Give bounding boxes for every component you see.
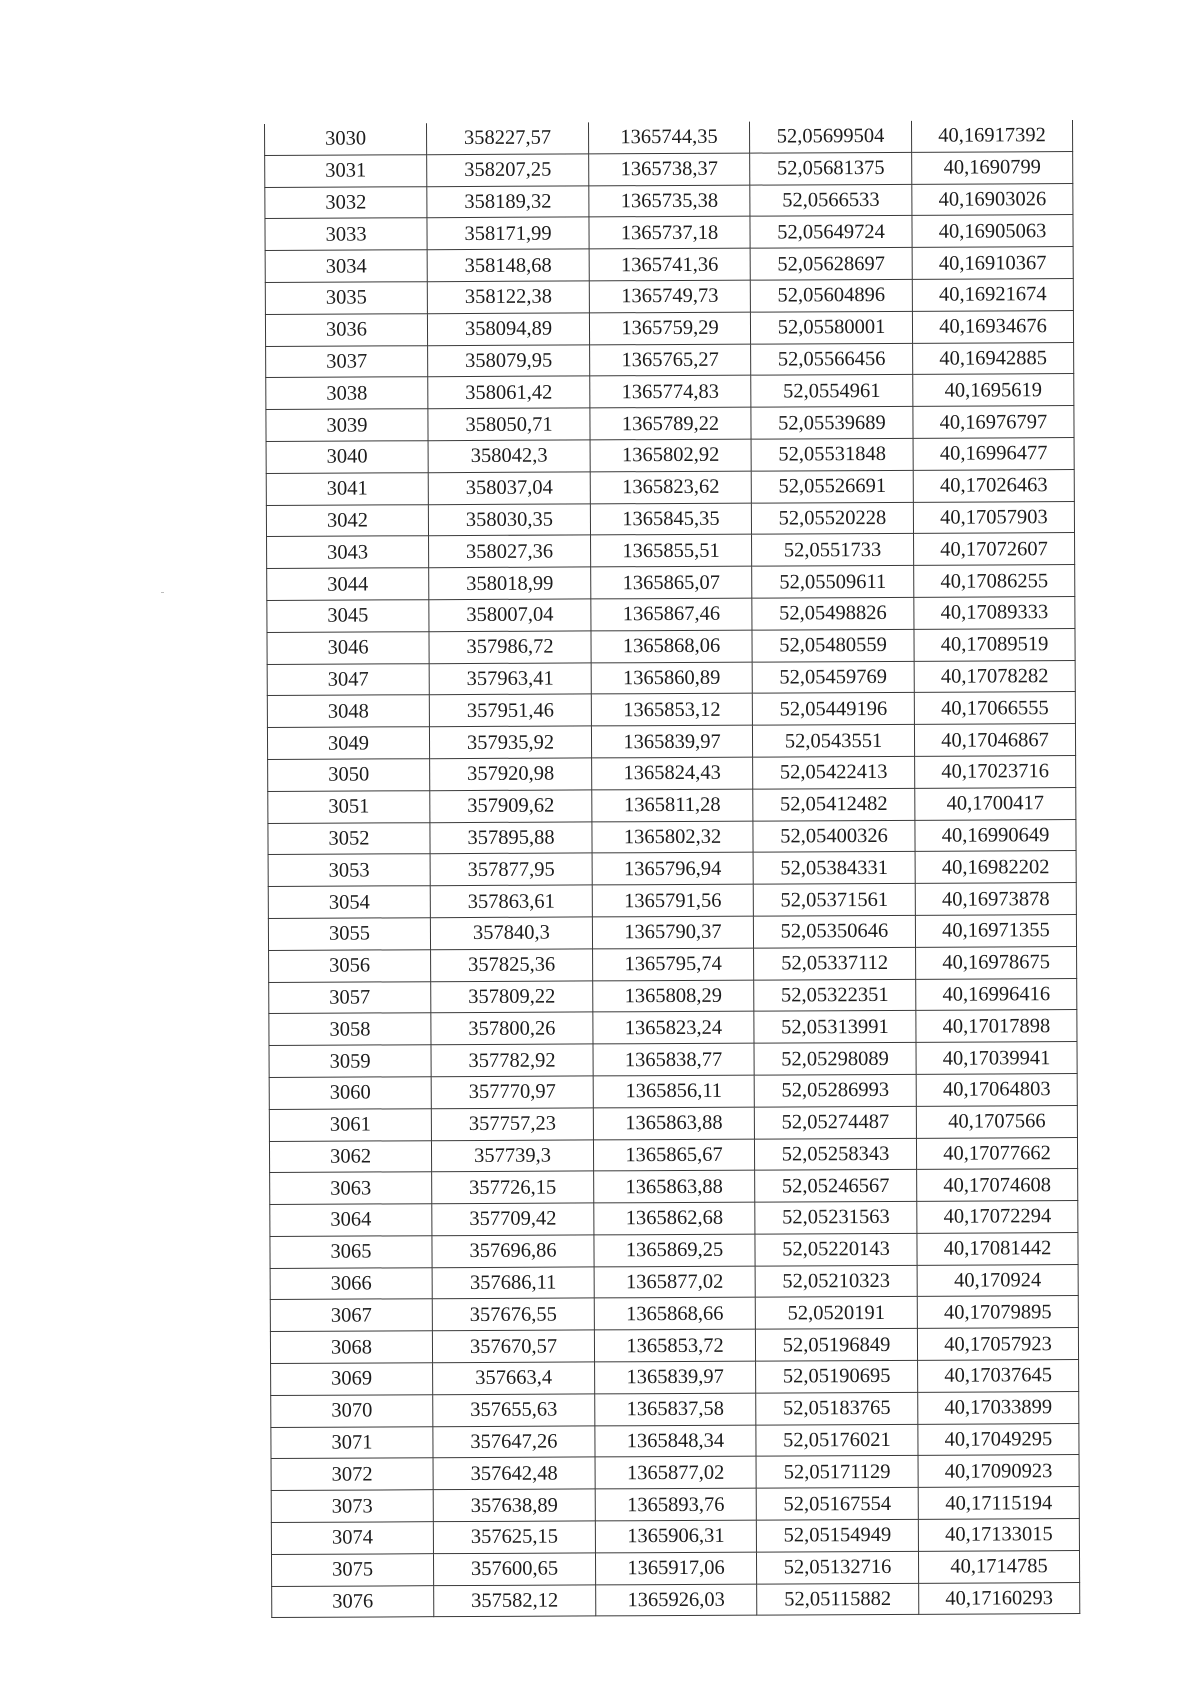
point-number-cell: 3074 — [271, 1522, 433, 1555]
table-row — [268, 914, 1076, 950]
table-row — [269, 978, 1077, 1014]
x-coordinate-cell: 357840,3 — [430, 917, 592, 950]
latitude-cell: 52,05171129 — [756, 1456, 918, 1489]
latitude-cell: 52,05371561 — [753, 883, 915, 916]
x-coordinate-cell: 358061,42 — [428, 376, 590, 409]
latitude-cell: 52,05132716 — [756, 1551, 918, 1584]
point-number-cell: 3076 — [272, 1585, 434, 1618]
y-coordinate-cell: 1365893,76 — [595, 1488, 756, 1521]
point-number-cell: 3031 — [265, 155, 427, 188]
latitude-cell: 52,0551733 — [752, 534, 914, 567]
y-coordinate-cell: 1365926,03 — [596, 1584, 757, 1617]
y-coordinate-cell: 1365865,67 — [593, 1139, 754, 1172]
longitude-cell: 40,17086255 — [914, 565, 1075, 598]
longitude-cell: 40,1707566 — [916, 1105, 1077, 1138]
point-number-cell: 3052 — [268, 822, 430, 855]
x-coordinate-cell: 357909,62 — [430, 790, 592, 823]
y-coordinate-cell: 1365823,62 — [590, 471, 751, 504]
longitude-cell: 40,17089333 — [914, 596, 1075, 629]
longitude-cell: 40,1700417 — [915, 787, 1076, 820]
x-coordinate-cell: 357600,65 — [433, 1553, 595, 1586]
point-number-cell: 3053 — [268, 854, 430, 887]
longitude-cell: 40,17033899 — [918, 1391, 1079, 1424]
table-row — [271, 1391, 1079, 1427]
longitude-cell: 40,17074608 — [917, 1169, 1078, 1202]
point-number-cell: 3058 — [269, 1013, 431, 1046]
x-coordinate-cell: 358148,68 — [427, 249, 589, 282]
x-coordinate-cell: 357625,15 — [433, 1521, 595, 1554]
table-row — [267, 596, 1075, 632]
table-row — [265, 279, 1073, 315]
latitude-cell: 52,05604896 — [750, 279, 912, 312]
x-coordinate-cell: 357670,57 — [432, 1330, 594, 1363]
table-row — [266, 374, 1074, 410]
x-coordinate-cell: 358050,71 — [428, 408, 590, 441]
table-row — [265, 310, 1073, 346]
y-coordinate-cell: 1365839,97 — [595, 1361, 756, 1394]
point-number-cell: 3064 — [270, 1204, 432, 1237]
x-coordinate-cell: 358007,04 — [429, 599, 591, 632]
point-number-cell: 3050 — [268, 759, 430, 792]
latitude-cell: 52,05274487 — [754, 1106, 916, 1139]
x-coordinate-cell: 358207,25 — [427, 154, 589, 187]
point-number-cell: 3046 — [267, 631, 429, 664]
longitude-cell: 40,16905063 — [912, 215, 1073, 248]
table-row — [265, 183, 1073, 219]
latitude-cell: 52,0520191 — [755, 1297, 917, 1330]
longitude-cell: 40,16971355 — [915, 914, 1076, 947]
latitude-cell: 52,05313991 — [754, 1011, 916, 1044]
latitude-cell: 52,05480559 — [752, 629, 914, 662]
y-coordinate-cell: 1365906,31 — [595, 1520, 756, 1553]
point-number-cell: 3075 — [271, 1554, 433, 1587]
x-coordinate-cell: 357935,92 — [429, 726, 591, 759]
x-coordinate-cell: 358037,04 — [428, 472, 590, 505]
table-row — [269, 1073, 1077, 1109]
table-row — [271, 1423, 1079, 1459]
y-coordinate-cell: 1365774,83 — [590, 375, 751, 408]
x-coordinate-cell: 357582,12 — [434, 1585, 596, 1618]
point-number-cell: 3063 — [270, 1172, 432, 1205]
latitude-cell: 52,05246567 — [755, 1170, 917, 1203]
latitude-cell: 52,0554961 — [751, 375, 913, 408]
y-coordinate-cell: 1365869,25 — [594, 1234, 755, 1267]
x-coordinate-cell: 358094,89 — [427, 313, 589, 346]
latitude-cell: 52,05449196 — [752, 693, 914, 726]
latitude-cell: 52,05649724 — [750, 216, 912, 249]
y-coordinate-cell: 1365737,18 — [589, 217, 750, 250]
longitude-cell: 40,17017898 — [916, 1010, 1077, 1043]
y-coordinate-cell: 1365867,46 — [591, 598, 752, 631]
latitude-cell: 52,05196849 — [755, 1329, 917, 1362]
table-row — [269, 1042, 1077, 1078]
x-coordinate-cell: 358030,35 — [428, 503, 590, 536]
point-number-cell: 3048 — [267, 695, 429, 728]
longitude-cell: 40,16934676 — [912, 310, 1073, 343]
latitude-cell: 52,05681375 — [750, 152, 912, 185]
y-coordinate-cell: 1365824,43 — [592, 757, 753, 790]
point-number-cell: 3036 — [265, 313, 427, 346]
longitude-cell: 40,17057923 — [917, 1328, 1078, 1361]
x-coordinate-cell: 358227,57 — [426, 122, 588, 154]
latitude-cell: 52,05210323 — [755, 1265, 917, 1298]
longitude-cell: 40,17081442 — [917, 1232, 1078, 1265]
x-coordinate-cell: 357782,92 — [431, 1044, 593, 1077]
x-coordinate-cell: 357686,11 — [432, 1267, 594, 1300]
table-row — [265, 247, 1073, 283]
y-coordinate-cell: 1365917,06 — [595, 1552, 756, 1585]
x-coordinate-cell: 358122,38 — [427, 281, 589, 314]
point-number-cell: 3049 — [267, 727, 429, 760]
point-number-cell: 3042 — [266, 504, 428, 537]
longitude-cell: 40,17049295 — [918, 1423, 1079, 1456]
y-coordinate-cell: 1365735,38 — [589, 185, 750, 218]
longitude-cell: 40,16978675 — [916, 946, 1077, 979]
table-row — [272, 1582, 1080, 1618]
x-coordinate-cell: 357986,72 — [429, 631, 591, 664]
point-number-cell: 3032 — [265, 186, 427, 219]
longitude-cell: 40,17057903 — [913, 501, 1074, 534]
table-row — [271, 1550, 1079, 1586]
y-coordinate-cell: 1365868,66 — [594, 1298, 755, 1331]
longitude-cell: 40,1714785 — [918, 1550, 1079, 1583]
longitude-cell: 40,16990649 — [915, 819, 1076, 852]
y-coordinate-cell: 1365848,34 — [595, 1425, 756, 1458]
point-number-cell: 3062 — [269, 1140, 431, 1173]
latitude-cell: 52,05459769 — [752, 661, 914, 694]
x-coordinate-cell: 357676,55 — [432, 1298, 594, 1331]
latitude-cell: 52,05509611 — [752, 565, 914, 598]
x-coordinate-cell: 357757,23 — [431, 1108, 593, 1141]
table-row — [266, 469, 1074, 505]
x-coordinate-cell: 358079,95 — [428, 344, 590, 377]
latitude-cell: 52,05286993 — [754, 1074, 916, 1107]
point-number-cell: 3030 — [265, 123, 427, 155]
longitude-cell: 40,16996477 — [913, 438, 1074, 471]
y-coordinate-cell: 1365865,07 — [591, 566, 752, 599]
y-coordinate-cell: 1365853,12 — [591, 693, 752, 726]
y-coordinate-cell: 1365790,37 — [592, 916, 753, 949]
point-number-cell: 3056 — [269, 949, 431, 982]
latitude-cell: 52,05412482 — [753, 788, 915, 821]
longitude-cell: 40,17133015 — [918, 1519, 1079, 1552]
point-number-cell: 3068 — [270, 1331, 432, 1364]
table-row — [268, 883, 1076, 919]
y-coordinate-cell: 1365868,06 — [591, 630, 752, 663]
point-number-cell: 3045 — [267, 600, 429, 633]
y-coordinate-cell: 1365749,73 — [589, 280, 750, 313]
y-coordinate-cell: 1365845,35 — [590, 503, 751, 536]
longitude-cell: 40,16917392 — [911, 120, 1072, 152]
longitude-cell: 40,17160293 — [919, 1582, 1080, 1615]
x-coordinate-cell: 357638,89 — [433, 1489, 595, 1522]
longitude-cell: 40,16910367 — [912, 247, 1073, 280]
point-number-cell: 3038 — [266, 377, 428, 410]
y-coordinate-cell: 1365744,35 — [588, 122, 749, 154]
point-number-cell: 3051 — [268, 790, 430, 823]
y-coordinate-cell: 1365741,36 — [589, 248, 750, 281]
latitude-cell: 52,05190695 — [756, 1360, 918, 1393]
table-row — [265, 151, 1073, 187]
y-coordinate-cell: 1365738,37 — [589, 153, 750, 186]
table-row — [266, 438, 1074, 474]
longitude-cell: 40,16921674 — [912, 279, 1073, 312]
x-coordinate-cell: 358018,99 — [429, 567, 591, 600]
x-coordinate-cell: 358027,36 — [429, 535, 591, 568]
longitude-cell: 40,17078282 — [914, 660, 1075, 693]
longitude-cell: 40,17037645 — [918, 1360, 1079, 1393]
table-row — [271, 1487, 1079, 1523]
latitude-cell: 52,05384331 — [753, 852, 915, 885]
x-coordinate-cell: 357863,61 — [430, 885, 592, 918]
y-coordinate-cell: 1365808,29 — [593, 980, 754, 1013]
table-row — [265, 215, 1073, 251]
longitude-cell: 40,17046867 — [914, 724, 1075, 757]
y-coordinate-cell: 1365789,22 — [590, 407, 751, 440]
table-row — [268, 755, 1076, 791]
latitude-cell: 52,05220143 — [755, 1233, 917, 1266]
table-row — [268, 819, 1076, 855]
x-coordinate-cell: 357726,15 — [432, 1171, 594, 1204]
latitude-cell: 52,0543551 — [752, 724, 914, 757]
point-number-cell: 3070 — [271, 1395, 433, 1428]
latitude-cell: 52,05566456 — [751, 343, 913, 376]
latitude-cell: 52,05422413 — [753, 756, 915, 789]
longitude-cell: 40,1695619 — [913, 374, 1074, 407]
y-coordinate-cell: 1365853,72 — [594, 1329, 755, 1362]
longitude-cell: 40,17023716 — [915, 755, 1076, 788]
latitude-cell: 52,05580001 — [750, 311, 912, 344]
point-number-cell: 3073 — [271, 1490, 433, 1523]
table-row — [267, 660, 1075, 696]
x-coordinate-cell: 357642,48 — [433, 1457, 595, 1490]
y-coordinate-cell: 1365863,88 — [593, 1107, 754, 1140]
latitude-cell: 52,05298089 — [754, 1042, 916, 1075]
y-coordinate-cell: 1365791,56 — [592, 884, 753, 917]
table-row — [271, 1519, 1079, 1555]
point-number-cell: 3041 — [266, 472, 428, 505]
table-row — [269, 1105, 1077, 1141]
longitude-cell: 40,16996416 — [916, 978, 1077, 1011]
table-row — [270, 1232, 1078, 1268]
longitude-cell: 40,17079895 — [917, 1296, 1078, 1329]
table-row — [266, 342, 1074, 378]
longitude-cell: 40,170924 — [917, 1264, 1078, 1297]
x-coordinate-cell: 357709,42 — [432, 1203, 594, 1236]
longitude-cell: 40,17066555 — [914, 692, 1075, 725]
table-row — [267, 692, 1075, 728]
longitude-cell: 40,17039941 — [916, 1042, 1077, 1075]
point-number-cell: 3055 — [268, 918, 430, 951]
latitude-cell: 52,05520228 — [751, 502, 913, 535]
longitude-cell: 40,16976797 — [913, 406, 1074, 439]
table-row — [270, 1296, 1078, 1332]
point-number-cell: 3037 — [266, 345, 428, 378]
point-number-cell: 3047 — [267, 663, 429, 696]
latitude-cell: 52,05526691 — [751, 470, 913, 503]
point-number-cell: 3060 — [269, 1077, 431, 1110]
latitude-cell: 52,05115882 — [757, 1583, 919, 1616]
table-row — [270, 1328, 1078, 1364]
latitude-cell: 52,05258343 — [754, 1138, 916, 1171]
y-coordinate-cell: 1365796,94 — [592, 852, 753, 885]
table-row — [267, 724, 1075, 760]
point-number-cell: 3065 — [270, 1236, 432, 1269]
x-coordinate-cell: 357739,3 — [431, 1139, 593, 1172]
point-number-cell: 3040 — [266, 441, 428, 474]
longitude-cell: 40,16973878 — [915, 883, 1076, 916]
x-coordinate-cell: 358042,3 — [428, 440, 590, 473]
latitude-cell: 52,05154949 — [756, 1519, 918, 1552]
longitude-cell: 40,17026463 — [913, 469, 1074, 502]
table-row — [268, 851, 1076, 887]
table-row — [266, 501, 1074, 537]
latitude-cell: 52,05699504 — [749, 121, 911, 153]
table-row — [267, 628, 1075, 664]
point-number-cell: 3044 — [267, 568, 429, 601]
table-row — [270, 1201, 1078, 1237]
latitude-cell: 52,05531848 — [751, 438, 913, 471]
x-coordinate-cell: 357963,41 — [429, 662, 591, 695]
scan-speck — [161, 592, 164, 593]
coordinates-table — [264, 120, 1080, 1618]
y-coordinate-cell: 1365860,89 — [591, 662, 752, 695]
table-row — [269, 1137, 1077, 1173]
point-number-cell: 3033 — [265, 218, 427, 251]
y-coordinate-cell: 1365877,02 — [594, 1266, 755, 1299]
point-number-cell: 3071 — [271, 1426, 433, 1459]
table-row — [267, 565, 1075, 601]
y-coordinate-cell: 1365863,88 — [594, 1170, 755, 1203]
y-coordinate-cell: 1365795,74 — [593, 948, 754, 981]
table-row — [270, 1169, 1078, 1205]
point-number-cell: 3067 — [270, 1299, 432, 1332]
table-row — [271, 1360, 1079, 1396]
y-coordinate-cell: 1365765,27 — [590, 344, 751, 377]
point-number-cell: 3059 — [269, 1045, 431, 1078]
table-row — [268, 787, 1076, 823]
table-row — [269, 1010, 1077, 1046]
x-coordinate-cell: 357696,86 — [432, 1235, 594, 1268]
point-number-cell: 3066 — [270, 1267, 432, 1300]
longitude-cell: 40,17089519 — [914, 628, 1075, 661]
latitude-cell: 52,05322351 — [754, 979, 916, 1012]
y-coordinate-cell: 1365839,97 — [591, 725, 752, 758]
table-row — [265, 120, 1073, 155]
x-coordinate-cell: 357647,26 — [433, 1426, 595, 1459]
latitude-cell: 52,05350646 — [753, 915, 915, 948]
y-coordinate-cell: 1365855,51 — [591, 534, 752, 567]
longitude-cell: 40,17090923 — [918, 1455, 1079, 1488]
y-coordinate-cell: 1365811,28 — [592, 789, 753, 822]
latitude-cell: 52,05337112 — [754, 947, 916, 980]
table-row — [266, 406, 1074, 442]
x-coordinate-cell: 357920,98 — [430, 758, 592, 791]
latitude-cell: 52,05176021 — [756, 1424, 918, 1457]
table-row — [270, 1264, 1078, 1300]
y-coordinate-cell: 1365862,68 — [594, 1202, 755, 1235]
point-number-cell: 3061 — [269, 1108, 431, 1141]
latitude-cell: 52,05231563 — [755, 1201, 917, 1234]
y-coordinate-cell: 1365823,24 — [593, 1011, 754, 1044]
longitude-cell: 40,16982202 — [915, 851, 1076, 884]
latitude-cell: 52,05539689 — [751, 407, 913, 440]
x-coordinate-cell: 357800,26 — [431, 1012, 593, 1045]
x-coordinate-cell: 357809,22 — [431, 980, 593, 1013]
y-coordinate-cell: 1365838,77 — [593, 1043, 754, 1076]
point-number-cell: 3034 — [265, 250, 427, 283]
y-coordinate-cell: 1365802,32 — [592, 821, 753, 854]
longitude-cell: 40,16903026 — [912, 183, 1073, 216]
latitude-cell: 52,05167554 — [756, 1488, 918, 1521]
latitude-cell: 52,0566533 — [750, 184, 912, 217]
x-coordinate-cell: 357655,63 — [433, 1394, 595, 1427]
x-coordinate-cell: 357895,88 — [430, 821, 592, 854]
point-number-cell: 3054 — [268, 886, 430, 919]
point-number-cell: 3069 — [271, 1363, 433, 1396]
x-coordinate-cell: 357770,97 — [431, 1076, 593, 1109]
latitude-cell: 52,05498826 — [752, 597, 914, 630]
x-coordinate-cell: 357951,46 — [429, 694, 591, 727]
longitude-cell: 40,17077662 — [916, 1137, 1077, 1170]
coordinates-table-body — [265, 120, 1080, 1618]
x-coordinate-cell: 358171,99 — [427, 217, 589, 250]
point-number-cell: 3035 — [265, 282, 427, 315]
y-coordinate-cell: 1365877,02 — [595, 1457, 756, 1490]
point-number-cell: 3072 — [271, 1458, 433, 1491]
x-coordinate-cell: 357877,95 — [430, 853, 592, 886]
latitude-cell: 52,05183765 — [756, 1392, 918, 1425]
x-coordinate-cell: 357825,36 — [431, 949, 593, 982]
longitude-cell: 40,16942885 — [913, 342, 1074, 375]
longitude-cell: 40,17115194 — [918, 1487, 1079, 1520]
latitude-cell: 52,05400326 — [753, 820, 915, 853]
point-number-cell: 3043 — [267, 536, 429, 569]
table-row — [267, 533, 1075, 569]
table-row — [269, 946, 1077, 982]
y-coordinate-cell: 1365802,92 — [590, 439, 751, 472]
longitude-cell: 40,17072607 — [914, 533, 1075, 566]
point-number-cell: 3057 — [269, 981, 431, 1014]
y-coordinate-cell: 1365837,58 — [595, 1393, 756, 1426]
longitude-cell: 40,17072294 — [917, 1201, 1078, 1234]
latitude-cell: 52,05628697 — [750, 248, 912, 281]
point-number-cell: 3039 — [266, 409, 428, 442]
y-coordinate-cell: 1365856,11 — [593, 1075, 754, 1108]
table-row — [271, 1455, 1079, 1491]
x-coordinate-cell: 357663,4 — [433, 1362, 595, 1395]
longitude-cell: 40,1690799 — [912, 151, 1073, 184]
x-coordinate-cell: 358189,32 — [427, 186, 589, 219]
y-coordinate-cell: 1365759,29 — [589, 312, 750, 345]
longitude-cell: 40,17064803 — [916, 1073, 1077, 1106]
